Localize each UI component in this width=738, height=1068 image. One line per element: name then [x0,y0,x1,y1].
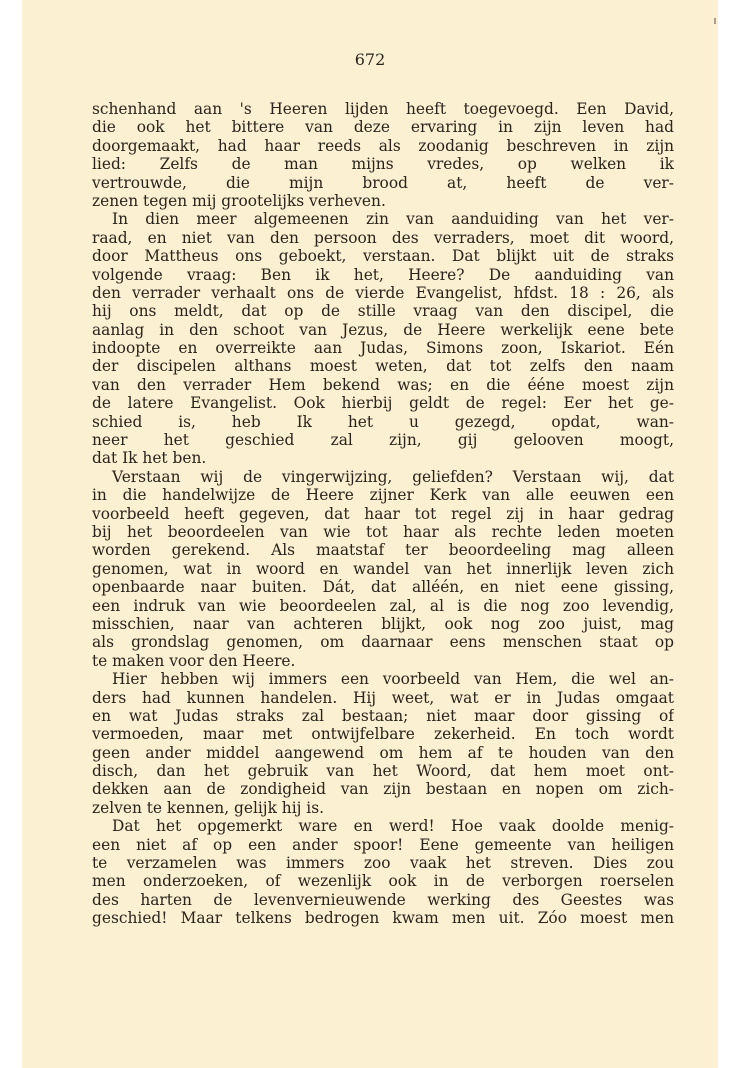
book-page [22,0,718,1068]
text-line: des harten de levenvernieuwende werking des Geestes was [92,890,674,909]
text-line: indoopte en overreikte aan Judas, Simons zoon, Iskariot. Eén [92,339,674,358]
text-line: doorgemaakt, had haar reeds als zoodanig beschreven in zijn [92,136,674,155]
text-line: genomen, wat in woord en wandel van het innerlijk leven zich [92,559,674,578]
text-line: hij ons meldt, dat op de stille vraag van den discipel, die [92,302,674,321]
text-line: In dien meer algemeenen zin van aanduiding van het ver- [112,210,674,229]
text-line: neer het geschied zal zijn, gij gelooven moogt, [92,431,674,450]
text-line: door Mattheus ons geboekt, verstaan. Dat blijkt uit de straks [92,247,674,266]
text-line: worden gerekend. Als maatstaf ter beoordeeling mag alleen [92,541,674,560]
page-edge-mark [714,18,716,24]
text-line: misschien, naar van achteren blijkt, ook nog zoo juist, mag [92,614,674,633]
text-line: zenen tegen mij grootelijks verheven. [92,191,386,210]
text-line: aanlag in den schoot van Jezus, de Heere werkelijk eene bete [92,320,674,339]
text-line: zelven te kennen, gelijk hij is. [92,798,325,817]
text-line: Dat het opgemerkt ware en werd! Hoe vaak doolde menig- [112,817,674,836]
text-line: vermoeden, maar met ontwijfelbare zekerheid. En toch wordt [92,725,674,744]
text-line: Verstaan wij de vingerwijzing, geliefden? Verstaan wij, dat [112,467,674,486]
text-line: volgende vraag: Ben ik het, Heere? De aanduiding van [92,265,674,284]
text-line: geschied! Maar telkens bedrogen kwam men uit. Zóo moest men [92,909,674,928]
body-text [92,100,674,928]
text-line: schied is, heb Ik het u gezegd, opdat, wan- [92,412,674,431]
text-line: der discipelen althans moest weten, dat tot zelfs den naam [92,357,674,376]
text-line: voorbeeld heeft gegeven, dat haar tot regel zij in haar gedrag [92,504,674,523]
text-line: die ook het bittere van deze ervaring in zijn leven had [92,118,674,137]
text-line: lied: Zelfs de man mijns vredes, op welken ik [92,155,674,174]
text-line: dat Ik het ben. [92,449,207,468]
text-line: schenhand aan 's Heeren lijden heeft toegevoegd. Een David, [92,100,674,118]
page-number: 672 [354,50,386,69]
text-line: in die handelwijze de Heere zijner Kerk van alle eeuwen een [92,486,674,505]
text-line: een indruk van wie beoordeelen zal, al is die nog zoo levendig, [92,596,674,615]
text-line: vertrouwde, die mijn brood at, heeft de ver- [92,173,674,192]
text-line: te verzamelen was immers zoo vaak het streven. Dies zou [92,854,674,873]
text-line: en wat Judas straks zal bestaan; niet maar door gissing of [92,706,674,725]
text-line: ders had kunnen handelen. Hij weet, wat er in Judas omgaat [92,688,674,707]
text-line: raad, en niet van den persoon des verraders, moet dit woord, [92,228,674,247]
text-line: openbaarde naar buiten. Dát, dat alléén, en niet eene gissing, [92,578,674,597]
text-line: van den verrader Hem bekend was; en die ééne moest zijn [92,375,674,394]
text-line: te maken voor den Heere. [92,651,296,670]
text-line: bij het beoordeelen van wie tot haar als rechte leden moeten [92,522,674,541]
text-line: disch, dan het gebruik van het Woord, dat hem moet ont- [92,762,674,781]
text-line: men onderzoeken, of wezenlijk ook in de verborgen roerselen [92,872,674,891]
text-line: een niet af op een ander spoor! Eene gemeente van heiligen [92,835,674,854]
text-line: den verrader verhaalt ons de vierde Evangelist, hfdst. 18 : 26, als [92,283,674,302]
text-line: Hier hebben wij immers een voorbeeld van Hem, die wel an- [112,670,674,689]
text-line: de latere Evangelist. Ook hierbij geldt de regel: Eer het ge- [92,394,674,413]
text-line: als grondslag genomen, om daarnaar eens menschen staat op [92,633,674,652]
text-line: geen ander middel aangewend om hem af te houden van den [92,743,674,762]
text-line: dekken aan de zondigheid van zijn bestaan en nopen om zich- [92,780,674,799]
